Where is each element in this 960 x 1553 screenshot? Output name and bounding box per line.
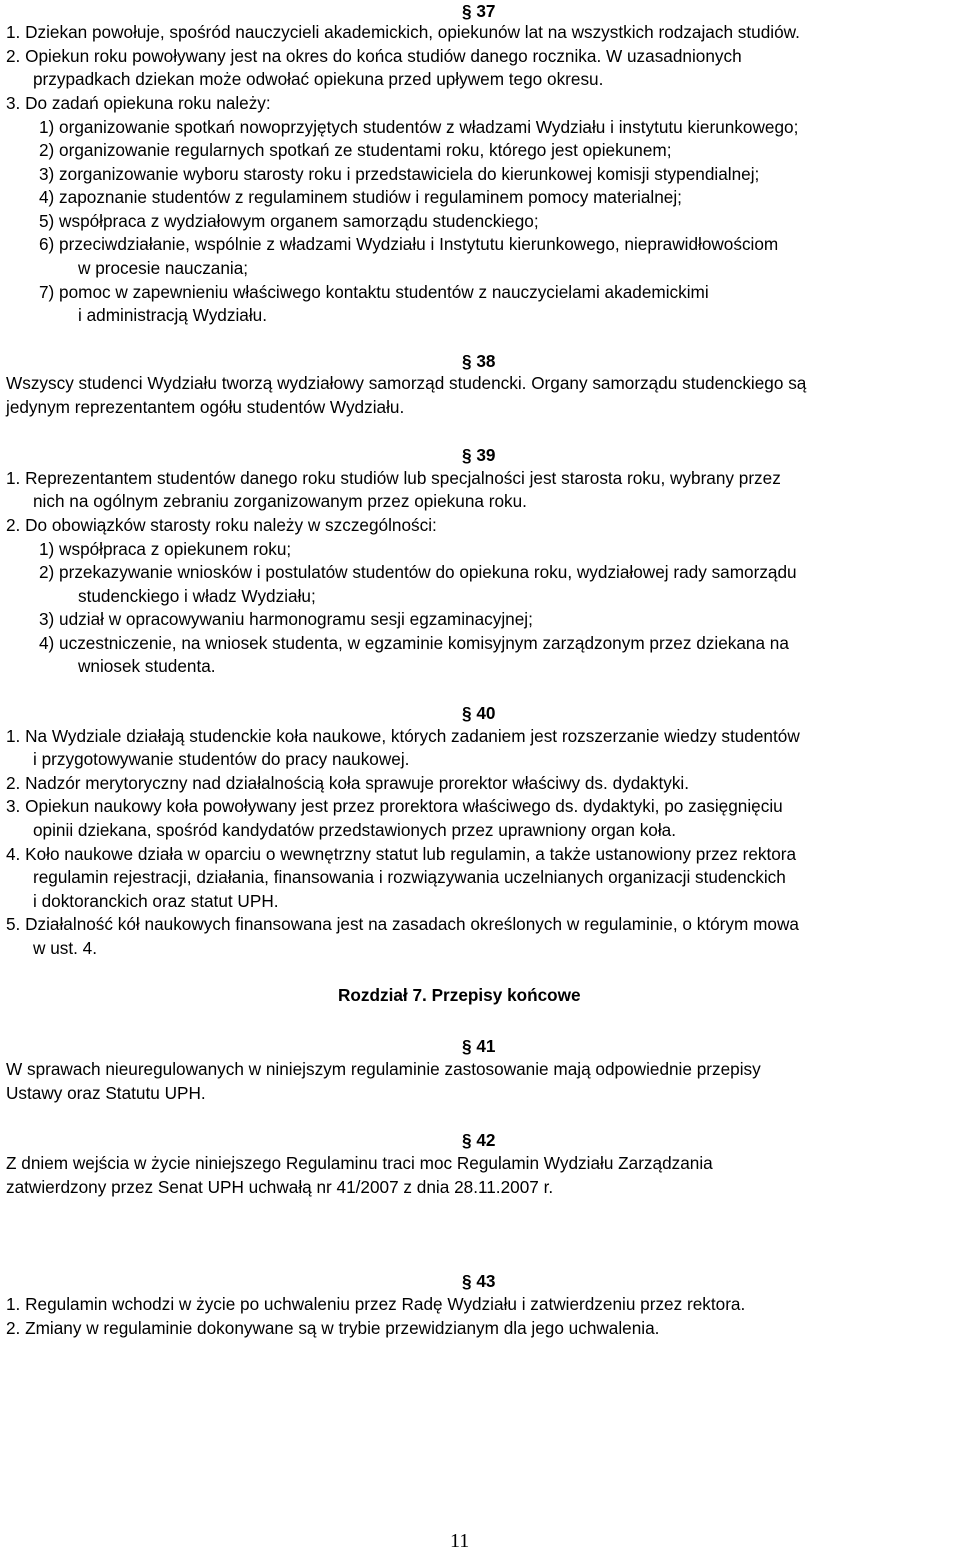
s39-item: 4) uczestniczenie, na wniosek studenta, w egzaminie komisyjnym zarządzonym przez dziekana na (39, 633, 789, 653)
s42-l2: zatwierdzony przez Senat UPH uchwałą nr 41/2007 z dnia 28.11.2007 r. (6, 1177, 554, 1197)
s37-p1: 1. Dziekan powołuje, spośród nauczycieli akademickich, opiekunów lat na wszystkich rodzajach studiów. (6, 22, 800, 42)
s39-item-cont: wniosek studenta. (78, 656, 216, 676)
s37-item: 4) zapoznanie studentów z regulaminem studiów i regulaminem pomocy materialnej; (39, 187, 682, 207)
section-38-heading: § 38 (462, 351, 496, 371)
section-39-heading: § 39 (462, 445, 496, 465)
section-40-heading: § 40 (462, 703, 496, 723)
s40-line: 1. Na Wydziale działają studenckie koła naukowe, których zadaniem jest rozszerzanie wiedzy studentów (6, 726, 800, 746)
section-41-heading: § 41 (462, 1036, 496, 1056)
s40-line: w ust. 4. (33, 938, 97, 958)
s37-p3: 3. Do zadań opiekuna roku należy: (6, 93, 271, 113)
s37-item: 5) współpraca z wydziałowym organem samorządu studenckiego; (39, 211, 539, 231)
chapter-heading: Rozdział 7. Przepisy końcowe (338, 985, 581, 1005)
s40-line: 2. Nadzór merytoryczny nad działalnością koła sprawuje prorektor właściwy ds. dydaktyki. (6, 773, 690, 793)
s37-p2a: 2. Opiekun roku powoływany jest na okres do końca studiów danego rocznika. W uzasadnionych (6, 46, 742, 66)
section-43-heading: § 43 (462, 1271, 496, 1291)
page-number: 11 (450, 1530, 470, 1552)
s40-line: opinii dziekana, spośród kandydatów przedstawionych przez uprawniony organ koła. (33, 820, 676, 840)
s41-l1: W sprawach nieuregulowanych w niniejszym regulaminie zastosowanie mają odpowiednie przepisy (6, 1059, 761, 1079)
s37-item: 2) organizowanie regularnych spotkań ze studentami roku, którego jest opiekunem; (39, 140, 672, 160)
s40-line: i doktoranckich oraz statut UPH. (33, 891, 279, 911)
s37-item-cont: w procesie nauczania; (78, 258, 249, 278)
section-42-heading: § 42 (462, 1130, 496, 1150)
s40-line: 3. Opiekun naukowy koła powoływany jest przez prorektora właściwego ds. dydaktyki, po zasięgnięciu (6, 796, 783, 816)
s43-l1: 1. Regulamin wchodzi w życie po uchwaleniu przez Radę Wydziału i zatwierdzeniu przez rektora. (6, 1294, 746, 1314)
s37-item: 3) zorganizowanie wyboru starosty roku i przedstawiciela do kierunkowej komisji stypendialnej; (39, 164, 760, 184)
s40-line: i przygotowywanie studentów do pracy naukowej. (33, 749, 410, 769)
s37-p2b: przypadkach dziekan może odwołać opiekuna przed upływem tego okresu. (33, 69, 604, 89)
s38-l1: Wszyscy studenci Wydziału tworzą wydziałowy samorząd studencki. Organy samorządu studenckiego są (6, 373, 807, 393)
s39-p1b: nich na ogólnym zebraniu zorganizowanym przez opiekuna roku. (33, 491, 527, 511)
s40-line: regulamin rejestracji, działania, finansowania i rozwiązywania uczelnianych organizacji studenckich (33, 867, 786, 887)
s39-item: 1) współpraca z opiekunem roku; (39, 539, 292, 559)
s37-item-cont: i administracją Wydziału. (78, 305, 267, 325)
s39-item: 3) udział w opracowywaniu harmonogramu sesji egzaminacyjnej; (39, 609, 533, 629)
s37-item: 7) pomoc w zapewnieniu właściwego kontaktu studentów z nauczycielami akademickimi (39, 282, 709, 302)
s41-l2: Ustawy oraz Statutu UPH. (6, 1083, 206, 1103)
s42-l1: Z dniem wejścia w życie niniejszego Regulaminu traci moc Regulamin Wydziału Zarządzania (6, 1153, 713, 1173)
section-37-heading: § 37 (462, 1, 496, 21)
s39-item-cont: studenckiego i władz Wydziału; (78, 586, 316, 606)
s39-item: 2) przekazywanie wniosków i postulatów studentów do opiekuna roku, wydziałowej rady samorządu (39, 562, 797, 582)
s40-line: 4. Koło naukowe działa w oparciu o wewnętrzny statut lub regulamin, a także ustanowiony przez rektora (6, 844, 797, 864)
s43-l2: 2. Zmiany w regulaminie dokonywane są w trybie przewidzianym dla jego uchwalenia. (6, 1318, 660, 1338)
s37-item: 1) organizowanie spotkań nowoprzyjętych studentów z władzami Wydziału i instytutu kierunkowego; (39, 117, 799, 137)
s39-p1a: 1. Reprezentantem studentów danego roku studiów lub specjalności jest starosta roku, wybrany przez (6, 468, 781, 488)
s39-p2: 2. Do obowiązków starosty roku należy w szczególności: (6, 515, 437, 535)
s40-line: 5. Działalność kół naukowych finansowana jest na zasadach określonych w regulaminie, o którym mowa (6, 914, 799, 934)
s38-l2: jedynym reprezentantem ogółu studentów Wydziału. (6, 397, 405, 417)
s37-item: 6) przeciwdziałanie, wspólnie z władzami Wydziału i Instytutu kierunkowego, nieprawidłowościom (39, 234, 779, 254)
